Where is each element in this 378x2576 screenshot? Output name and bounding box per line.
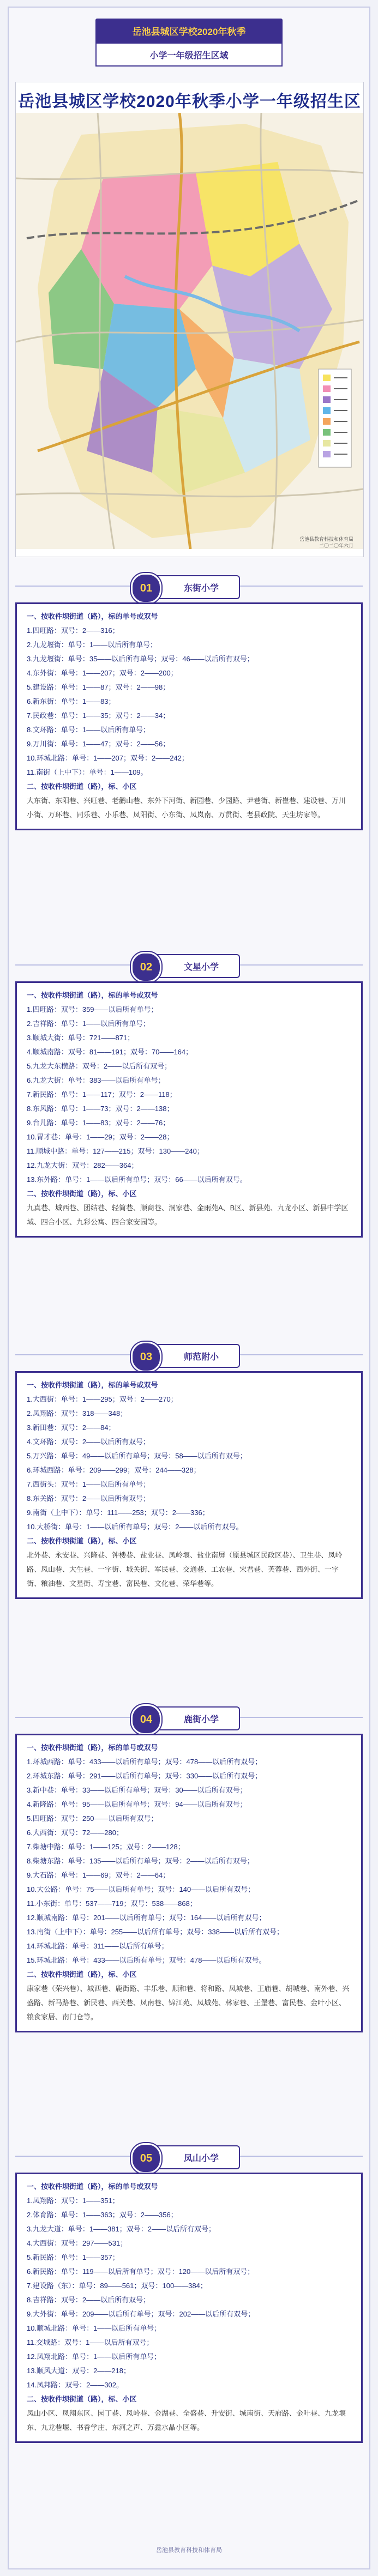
page-header	[95, 19, 283, 65]
list-item: 4.大西街：双号：297——531；	[27, 2239, 128, 2247]
list-item: 3.顺城大街：单号：721——871；	[27, 1034, 135, 1042]
list-item: 4.东外街：单号：1——207；双号：2——200；	[27, 669, 178, 677]
school-name: 师范附小	[183, 1352, 219, 1362]
list-item: 3.新田巷：双号：2——84；	[27, 1423, 116, 1432]
list-item: 12.九龙大街：双号：282——364；	[27, 1161, 139, 1169]
list-item: 6.新民路：单号：119——以后所有单号；双号：120——以后所有双号；	[27, 2267, 255, 2276]
list-item: 11.顺城中路：单号：127——215；双号：130——240；	[27, 1147, 204, 1155]
list-item: 1.四旺路：双号：2——316；	[27, 626, 119, 635]
list-item: 1.大西街：单号：1——295；双号：2——270；	[27, 1395, 178, 1403]
section-badge	[141, 575, 240, 599]
list-item: 7.西街头：双号：1——以后所有单号；	[27, 1480, 151, 1488]
section-content	[15, 1734, 363, 2032]
list-item: 14.环城北路：单号：311——以后所有单号；	[27, 1942, 169, 1950]
section-header	[15, 949, 363, 981]
list-item: 3.九龙大道：单号：1——381；双号：2——以后所有双号；	[27, 2225, 215, 2233]
section-number: 05	[131, 2143, 161, 2174]
section-badge	[141, 1344, 240, 1368]
list-item: 11.小东街：单号：537——719；双号：538——868；	[27, 1899, 197, 1908]
section-number: 04	[131, 1704, 161, 1735]
list-item: 2.凤翔路：双号：318——348；	[27, 1409, 128, 1417]
list-item: 3.新中巷：单号：33——以后所有单号；双号：30——以后所有双号；	[27, 1786, 247, 1794]
list-item: 5.新民路：单号：1——357；	[27, 2253, 119, 2261]
map-credit-date: 二〇二〇年六月	[319, 543, 353, 548]
section-header	[15, 2140, 363, 2173]
section-header	[15, 1338, 363, 1371]
list-item: 8.东风路：单号：1——73；双号：2——138；	[27, 1105, 174, 1113]
subheading-numbered-streets: 一、按收件坝街道（路），标的单号或双号	[27, 612, 158, 620]
street-list: 北外巷、永安巷、兴隆巷、钟楼巷、盐业巷、凤岭堰、盐业南屏（原县城区民政区巷）、卫生巷、凤岭路、凤山巷、大生巷、一字街、城关街、军民巷、交通巷、工农巷、宋君巷、芙蓉巷、西外街、一字街、粮油巷、文星街、寿宝巷、富民巷、文化巷、荣华巷等。	[27, 1551, 343, 1588]
subheading-streets: 二、按收件坝街道（路），标、小区	[27, 1537, 137, 1545]
map-credit	[299, 536, 353, 549]
section-number: 03	[131, 1342, 161, 1372]
list-item: 5.九龙大东横路：双号：2——以后所有双号；	[27, 1062, 172, 1070]
subheading-streets: 二、按收件坝街道（路），标、小区	[27, 2395, 137, 2403]
subheading-numbered-streets: 一、按收件坝街道（路），标的单号或双号	[27, 1744, 158, 1752]
section-content	[15, 1371, 363, 1599]
subheading-numbered-streets: 一、按收件坝街道（路），标的单号或双号	[27, 1381, 158, 1389]
page-footer: 岳池县教育科技和体育局	[156, 2547, 222, 2554]
street-list: 九真巷、城西巷、团结巷、轻简巷、顺商巷、洞家巷、金雨苑A、B区、新县苑、九龙小区、新县中学区域、四合小区、九彩公寓、四合家安园等。	[27, 1204, 349, 1226]
subheading-streets: 二、按收件坝街道（路），标、小区	[27, 1190, 137, 1198]
list-item: 4.顺城南路：双号：81——191；双号：70——164；	[27, 1048, 193, 1056]
list-item: 9.南街（上中下）：单号：111——253；双号：2——336；	[27, 1509, 209, 1517]
list-item: 5.万兴路：单号：49——以后所有单号；双号：58——以后所有双号；	[27, 1452, 247, 1460]
map-title: 岳池县城区学校2020年秋季小学一年级招生区	[18, 93, 361, 111]
list-item: 6.九龙大街：单号：383——以后所有单号；	[27, 1076, 165, 1084]
section-badge	[141, 2145, 240, 2169]
school-section-05	[15, 2140, 363, 2443]
list-item: 2.吉祥路：单号：1——以后所有单号；	[27, 1019, 151, 1028]
header-line1: 岳池县城区学校2020年秋季	[95, 19, 283, 43]
list-item: 9.万川街：单号：1——47；双号：2——56；	[27, 740, 170, 748]
school-section-01	[15, 570, 363, 830]
list-item: 7.柴塘中路：单号：1——125；双号：2——128；	[27, 1843, 185, 1851]
subheading-numbered-streets: 一、按收件坝街道（路），标的单号或双号	[27, 991, 158, 999]
list-item: 7.民政巷：单号：1——35；双号：2——34；	[27, 711, 170, 720]
list-item: 6.新东街：单号：1——83；	[27, 697, 116, 705]
list-item: 15.环城北路：单号：433——以后所有单号；双号：478——以后所有双号。	[27, 1956, 266, 1964]
section-content	[15, 2173, 363, 2443]
list-item: 4.文环路：双号：2——以后所有双号；	[27, 1438, 151, 1446]
list-item: 8.东关路：双号：2——以后所有双号；	[27, 1494, 151, 1503]
enrollment-map	[15, 82, 364, 557]
list-item: 2.环城东路：单号：291——以后所有单号；双号：330——以后所有双号；	[27, 1772, 262, 1780]
list-item: 8.柴塘东路：单号：135——以后所有单号；双号：2——以后所有双号；	[27, 1857, 254, 1865]
list-item: 10.大桥街：单号：1——以后所有单号；双号：2——以后所有双号。	[27, 1523, 243, 1531]
school-name: 东街小学	[183, 583, 219, 593]
section-content	[15, 602, 363, 830]
map-graphic	[16, 113, 363, 549]
list-item: 9.大外街：单号：209——以后所有单号；双号：202——以后所有双号；	[27, 2310, 255, 2318]
list-item: 1.环城西路：单号：433——以后所有单号；双号：478——以后所有双号；	[27, 1758, 262, 1766]
list-item: 12.凤翔北路：单号：1——以后所有单号；	[27, 2352, 161, 2361]
section-header	[15, 570, 363, 602]
list-item: 5.建设路：单号：1——87；双号：2——98；	[27, 683, 170, 691]
list-item: 10.大公路：单号：75——以后所有单号；双号：140——以后所有双号；	[27, 1885, 255, 1893]
list-item: 1.凤翔路：双号：1——351；	[27, 2197, 119, 2205]
list-item: 2.九龙堰街：单号：1——以后所有单号；	[27, 641, 158, 649]
list-item: 13.东外路：单号：1——以后所有单号；双号：66——以后所有双号。	[27, 1175, 247, 1184]
subheading-streets: 二、按收件坝街道（路），标、小区	[27, 782, 137, 791]
list-item: 13.顺风大道：双号：2——218；	[27, 2367, 130, 2375]
section-number: 01	[131, 573, 161, 604]
list-item: 9.台儿路：单号：1——83；双号：2——76；	[27, 1119, 170, 1127]
list-item: 13.南街（上中下）：单号：255——以后所有单号；双号：338——以后所有双号；	[27, 1928, 284, 1936]
street-list: 康家巷（荣兴巷）、城西巷、鹿街路、丰乐巷、顺和巷、将和路、凤城巷、王庙巷、胡城巷、南外巷、兴盛路、新马路巷、新民巷、西关巷、凤南巷、锦江苑、凤城苑、林家巷、王堡巷、富民巷、金叶小区、粮食家居、南门仓等。	[27, 1984, 350, 2021]
list-item: 10.胃才巷：单号：1——29；双号：2——28；	[27, 1133, 174, 1141]
subheading-streets: 二、按收件坝街道（路），标、小区	[27, 1970, 137, 1978]
school-section-03	[15, 1338, 363, 1599]
list-item: 8.吉祥路：双号：2——以后所有双号；	[27, 2296, 151, 2304]
list-item: 11.交城路：双号：1——以后所有双号；	[27, 2338, 154, 2346]
list-item: 3.九龙堰街：单号：35——以后所有单号；双号：46——以后所有双号；	[27, 655, 254, 663]
map-credit-org: 岳池县教育科技和体育局	[299, 536, 353, 542]
school-section-02	[15, 949, 363, 1238]
list-item: 14.凤邦路：双号：2——302。	[27, 2381, 123, 2389]
list-item: 11.南街（上中下）：单号：1——109。	[27, 768, 148, 776]
section-header	[15, 1701, 363, 1734]
list-item: 7.建设路（东）：单号：89——561；双号：100——384；	[27, 2282, 207, 2290]
school-name: 鹿街小学	[183, 1715, 219, 1724]
list-item: 9.大石路：单号：1——69；双号：2——64；	[27, 1871, 170, 1879]
school-section-04	[15, 1701, 363, 2032]
list-item: 8.文环路：单号：1——以后所有单号；	[27, 726, 151, 734]
list-item: 2.体育路：单号：1——363；双号：2——356；	[27, 2211, 178, 2219]
list-item: 6.大西街：双号：72——280；	[27, 1829, 123, 1837]
list-item: 7.新民路：单号：1——117；双号：2——118；	[27, 1090, 177, 1099]
header-line2: 小学一年级招生区域	[95, 43, 283, 67]
section-number: 02	[131, 952, 161, 982]
list-item: 10.环城北路：单号：1——207；双号：2——242；	[27, 754, 189, 762]
list-item: 10.顺城北路：单号：1——以后所有单号；	[27, 2324, 161, 2332]
list-item: 12.顺城南路：单号：201——以后所有单号；双号：164——以后所有双号；	[27, 1914, 266, 1922]
school-name: 文星小学	[183, 962, 219, 972]
street-list: 大东街、东阳巷、兴旺巷、老鹳山巷、东外下河街、新园巷、少园路、尹巷街、新崔巷、建设巷、万川小街、万环巷、同乐巷、小乐巷、凤阳街、小东街、凤岚南、万贯街、老县政院、天生坊家等。	[27, 797, 346, 819]
section-content	[15, 981, 363, 1238]
subheading-numbered-streets: 一、按收件坝街道（路），标的单号或双号	[27, 2182, 158, 2191]
street-list: 凤山小区、凤翔东区、园丁巷、凤岭巷、金湖巷、全盛巷、升安街、城南街、天府路、金叶巷、九龙堰东、九龙巷堰、书香学庄、东河之声、万鑫水晶小区等。	[27, 2409, 346, 2432]
school-name: 凤山小学	[183, 2153, 219, 2163]
list-item: 4.新隆路：单号：95——以后所有单号；双号：94——以后所有双号；	[27, 1800, 247, 1808]
list-item: 5.四旺路：双号：250——以后所有双号；	[27, 1814, 158, 1823]
list-item: 6.环城西路：单号：209——299；双号：244——328；	[27, 1466, 201, 1474]
list-item: 1.四旺路：双号：359——以后所有单号；	[27, 1005, 158, 1013]
section-badge	[141, 954, 240, 978]
section-badge	[141, 1706, 240, 1730]
